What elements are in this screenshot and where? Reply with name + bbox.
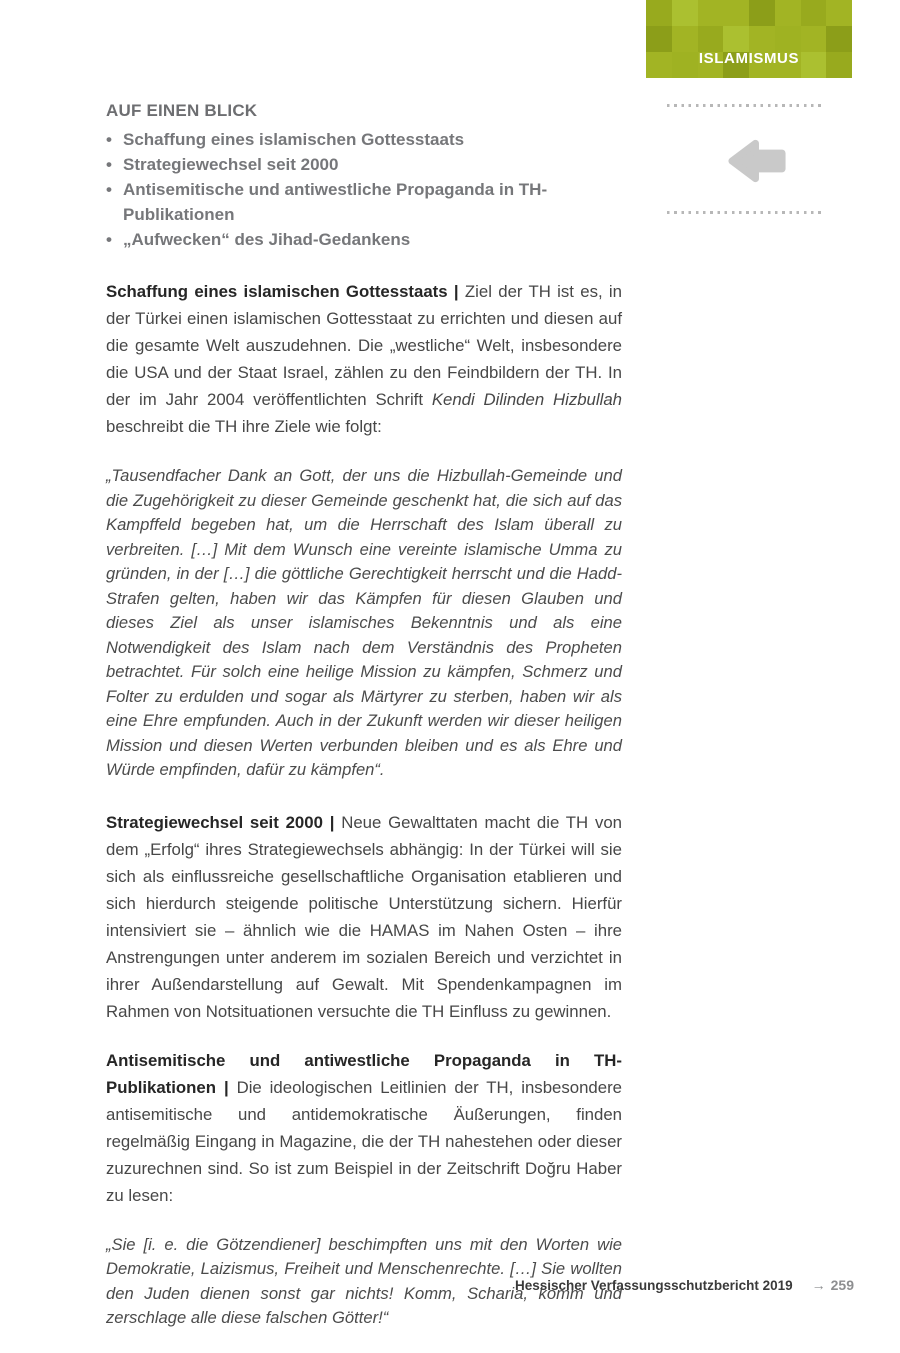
bullet-icon: •: [106, 155, 112, 174]
main-text-column: [106, 101, 622, 1353]
mosaic-tile: [698, 26, 725, 53]
footer-report-title: Hessischer Verfassungsschutzbericht 2019: [515, 1278, 793, 1293]
text-segment-normal: Die ideologischen Leitlinien der TH, insbesondere antisemitische und antidemokratische Äußerungen, finden regelmäßig Eingang in Magazine, die der TH nahestehen oder dieser zuzurechnen sind. So ist zum Beispiel in der Zeitschrift Doğru Haber zu lesen:: [106, 1077, 623, 1205]
quote-paragraph: [106, 464, 622, 783]
at-a-glance-list: [106, 127, 622, 252]
text-segment-normal: Ziel der TH ist es, in der Türkei einen islamischen Gottesstaat zu errichten und diesen auf die gesamte Welt auszudehnen. Die „westliche“ Welt, insbesondere die USA und der Staat Israel, zählen zu den Feindbildern der TH. In der im Jahr 2004 veröffentlichten Schrift: [106, 282, 622, 409]
at-a-glance-bullet-item: [106, 127, 622, 152]
bullet-text: Antisemitische und antiwestliche Propaganda in TH-Publikationen: [123, 180, 548, 224]
right-arrow-icon: →: [811, 1277, 826, 1293]
dotted-separator-top: [667, 104, 823, 107]
text-segment-normal: „Sie [i. e. die Götzendiener] beschimpften uns mit den Worten wie Demokratie, Laizismus, Freiheit und Menschenrechte. […] Sie wollten den Juden dienen sonst gar nichts! Komm, Scharia, komm und zerschlage alle diese falschen Götter!“: [106, 1234, 622, 1327]
text-segment-normal: „Tausendfacher Dank an Gott, der uns die Hizbullah-Gemeinde und die Zugehörigkeit zu dieser Gemeinde geschenkt hat, die sich auf das Kampffeld begeben hat, um die Herrschaft des Islam überall zu verbreiten. […] Mit dem Wunsch eine vereinte islamische Umma zu gründen, in der […] die göttliche Gerechtigkeit herrscht und die Hadd-Strafen gelten, haben wir das Kämpfen für diesen Glauben und dieses Ziel als unser islamisches Bekenntnis und als eine Notwendigkeit des Islam nach dem Verständnis des Propheten betrachtet. Für solch eine heilige Mission zu kämpfen, Schmerz und Folter zu erdulden und sogar als Märtyrer zu sterben, haben wir als eine Ehre empfunden. Auch in der Zukunft werden wir dieser heiligen Mission und diesen Werten verbunden bleiben und es als Ehre und Würde empfinden, dafür zu kämpfen“.: [106, 466, 622, 779]
at-a-glance-bullet-item: [106, 152, 622, 177]
mosaic-tile: [723, 0, 750, 27]
bullet-icon: •: [106, 130, 112, 149]
page-footer: [515, 1277, 854, 1293]
text-segment-bold: Antisemitische und antiwestliche Propaganda in TH-Publikationen |: [106, 1050, 622, 1097]
bullet-text: „Aufwecken“ des Jihad-Gedankens: [123, 230, 411, 249]
category-tab-label: ISLAMISMUS: [698, 50, 800, 67]
bullet-icon: •: [106, 230, 112, 249]
category-tab-islamismus: [646, 0, 852, 78]
body-paragraph: [106, 278, 622, 440]
bullet-text: Schaffung eines islamischen Gottesstaats: [123, 130, 465, 149]
bullet-text: Strategiewechsel seit 2000: [123, 155, 339, 174]
mosaic-tile: [775, 26, 802, 53]
text-segment-italic: Kendi Dilinden Hizbullah: [431, 390, 622, 409]
mosaic-tile: [801, 0, 828, 27]
body-paragraph: [106, 809, 622, 1025]
text-segment-normal: beschreibt die TH ihre Ziele wie folgt:: [106, 417, 382, 436]
dotted-separator-bottom: [667, 211, 823, 214]
at-a-glance-title: AUF EINEN BLICK: [106, 101, 258, 120]
body-paragraph: [106, 1047, 622, 1209]
mosaic-tile: [749, 0, 776, 27]
mosaic-tile: [801, 26, 828, 53]
text-segment-bold: Schaffung eines islamischen Gottesstaats |: [106, 282, 465, 301]
mosaic-tile: [698, 0, 725, 27]
mosaic-tile: [826, 0, 852, 27]
footer-page-ref: [812, 1277, 854, 1293]
bullet-icon: •: [106, 180, 112, 199]
at-a-glance-bullet-item: [106, 227, 622, 252]
mosaic-tile: [826, 26, 852, 53]
mosaic-tile: [775, 0, 802, 27]
footer-page-number: 259: [830, 1277, 854, 1293]
mosaic-tile: [723, 26, 750, 53]
at-a-glance-bullet-item: [106, 177, 622, 227]
mosaic-tile: [646, 26, 673, 53]
back-arrow-icon: [725, 136, 789, 186]
text-segment-normal: Neue Gewalttaten macht die TH von dem „Erfolg“ ihres Strategiewechsels abhängig: In der Türkei will sie sich als einflussreiche gesellschaftliche Organisation etablieren und sich hierdurch steigende politische Unterstützung sichern. Hierfür intensiviert sie – ähnlich wie die HAMAS im Nahen Osten – ihre Anstrengungen unter anderem im sozialen Bereich und verzichtet in ihrer Außendarstellung auf Gewalt. Mit Spendenkampagnen im Rahmen von Notsituationen versuchte die TH Einfluss zu gewinnen.: [106, 812, 623, 1021]
mosaic-tile: [749, 26, 776, 53]
mosaic-tile: [646, 0, 673, 27]
mosaic-tile: [672, 0, 699, 27]
text-segment-bold: Strategiewechsel seit 2000 |: [106, 812, 342, 832]
article-body: [106, 278, 622, 1331]
mosaic-tile: [672, 26, 699, 53]
